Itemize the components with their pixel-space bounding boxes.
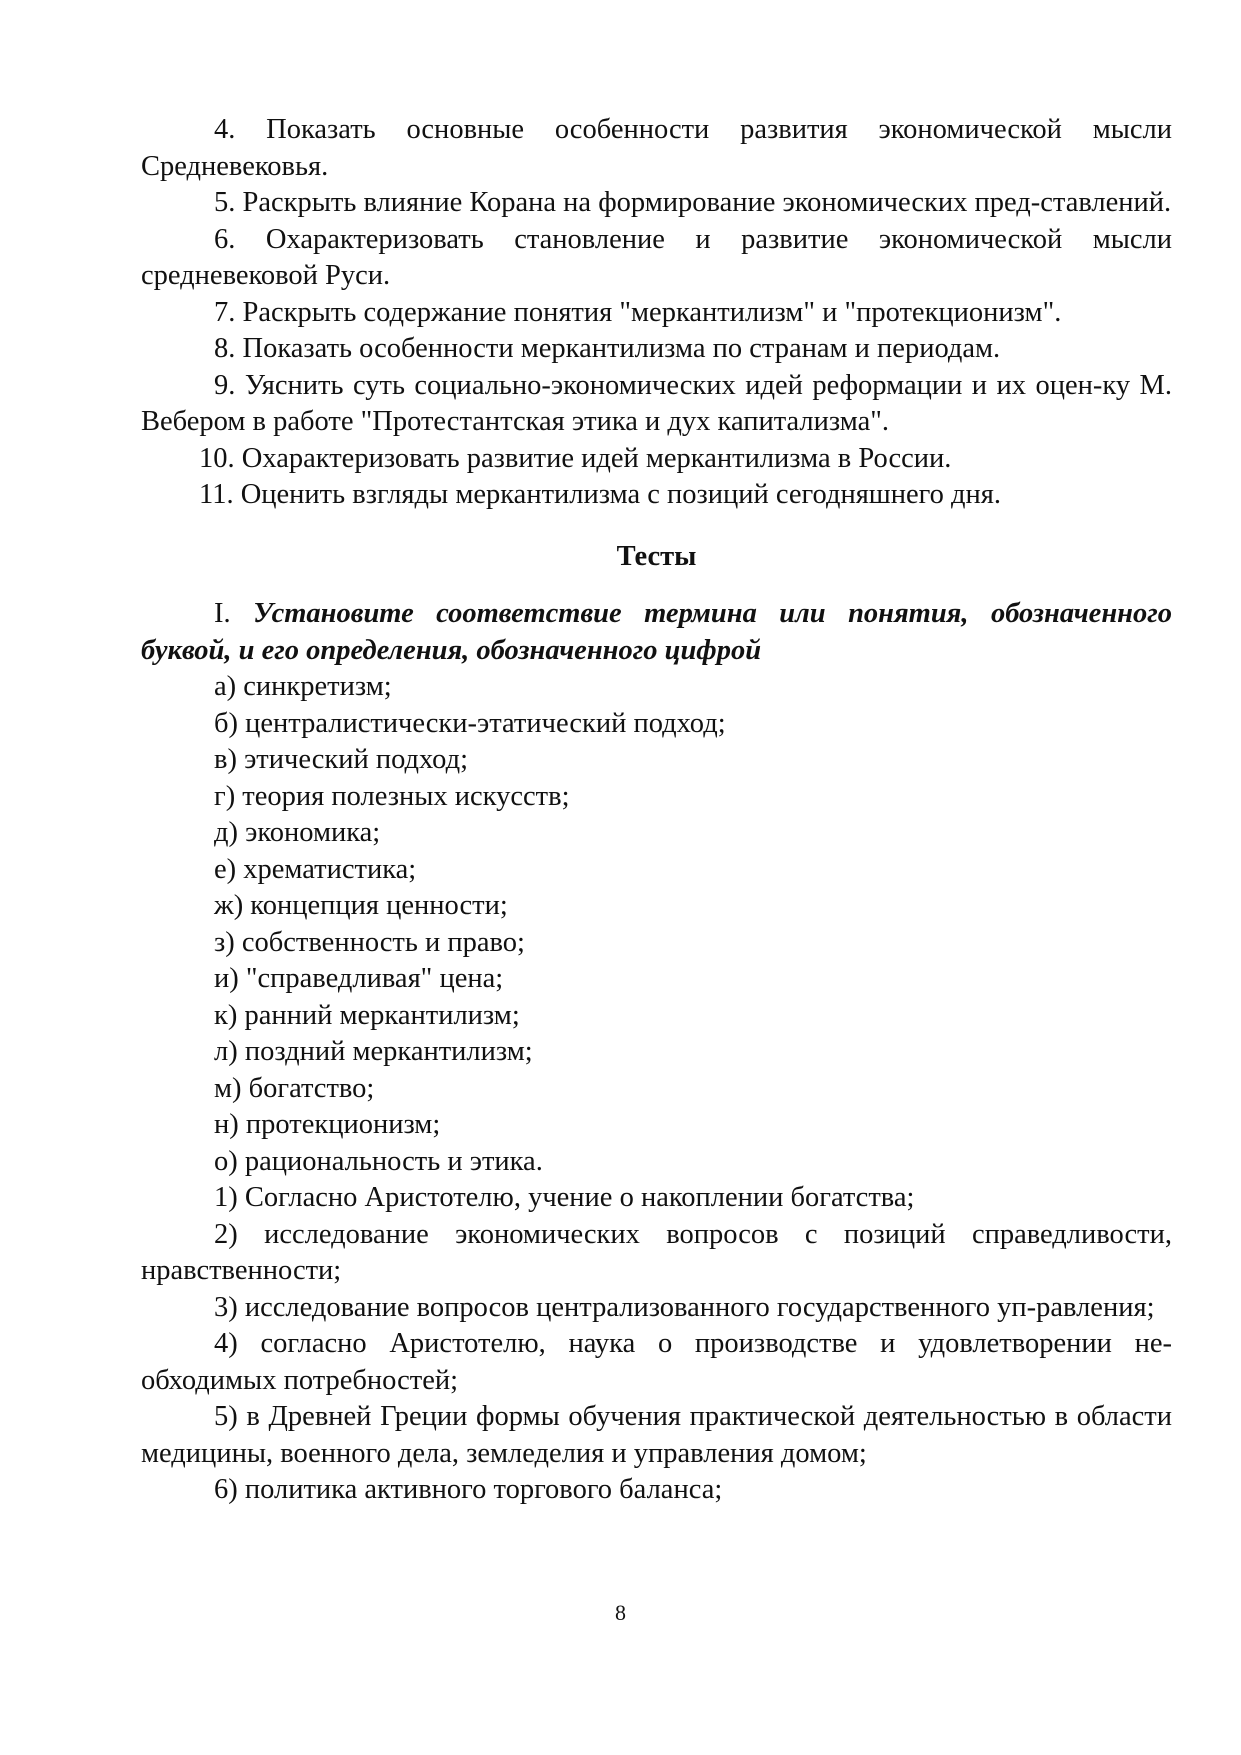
question-4: 4. Показать основные особенности развития экономической мысли Средневековья. <box>141 114 1172 182</box>
term-item: в) этический подход; <box>214 744 469 775</box>
question-9: 9. Уяснить суть социально-экономических идей реформации и их оцен-ку М. Вебером в работе "Протестантская этика и дух капитализма". <box>141 369 1172 437</box>
term-item: м) богатство; <box>214 1072 375 1104</box>
term-item: д) экономика; <box>214 817 381 848</box>
term-item: и) "справедливая" цена; <box>214 963 504 994</box>
question-8: 8. Показать особенности меркантилизма по странам и периодам. <box>214 333 1001 364</box>
term-item: з) собственность и право; <box>214 926 525 958</box>
term-item: г) теория полезных искусств; <box>214 780 570 812</box>
question-11: 11. Оценить взгляды меркантилизма с позиций сегодняшнего дня. <box>199 479 1001 510</box>
question-5: 5. Раскрыть влияние Корана на формирование экономических пред-ставлений. <box>214 187 1172 218</box>
term-item: н) протекционизм; <box>214 1109 441 1140</box>
term-item: е) хрематистика; <box>214 853 417 885</box>
term-item: о) рациональность и этика. <box>214 1145 543 1177</box>
definition-item: 3) исследование вопросов централизованного государственного уп-равления; <box>214 1291 1155 1323</box>
term-item: ж) концепция ценности; <box>214 890 508 921</box>
question-10: 10. Охарактеризовать развитие идей меркантилизма в России. <box>199 442 952 474</box>
task-instruction <box>141 596 1172 669</box>
term-item: к) ранний меркантилизм; <box>214 999 520 1031</box>
definitions-list <box>141 1180 1172 1509</box>
terms-list <box>141 669 1172 1180</box>
task-title: Установите соответствие термина или понятия, обозначенного буквой, и его определения, обозначенного цифрой <box>141 598 1173 666</box>
definition-item: 2) исследование экономических вопросов с позиций справедливости, нравственности; <box>141 1218 1172 1286</box>
task-number: I. <box>214 598 231 629</box>
term-item: а) синкретизм; <box>214 671 392 702</box>
page-number: 8 <box>615 1600 626 1625</box>
term-item: л) поздний меркантилизм; <box>214 1036 533 1067</box>
question-7: 7. Раскрыть содержание понятия "меркантилизм" и "протекционизм". <box>214 296 1062 328</box>
definition-item: 4) согласно Аристотелю, наука о производстве и удовлетворении не-обходимых потребностей; <box>141 1328 1172 1396</box>
page-content <box>141 112 1172 1509</box>
definition-item: 5) в Древней Греции формы обучения практической деятельностью в области медицины, военного дела, земледелия и управления домом; <box>141 1401 1172 1469</box>
section-heading: Тесты <box>616 540 697 572</box>
term-item: б) централистически-этатический подход; <box>214 707 726 739</box>
definition-item: 6) политика активного торгового баланса; <box>214 1474 723 1505</box>
question-6: 6. Охарактеризовать становление и развитие экономической мысли средневековой Руси. <box>141 223 1172 291</box>
definition-item: 1) Согласно Аристотелю, учение о накоплении богатства; <box>214 1182 915 1213</box>
